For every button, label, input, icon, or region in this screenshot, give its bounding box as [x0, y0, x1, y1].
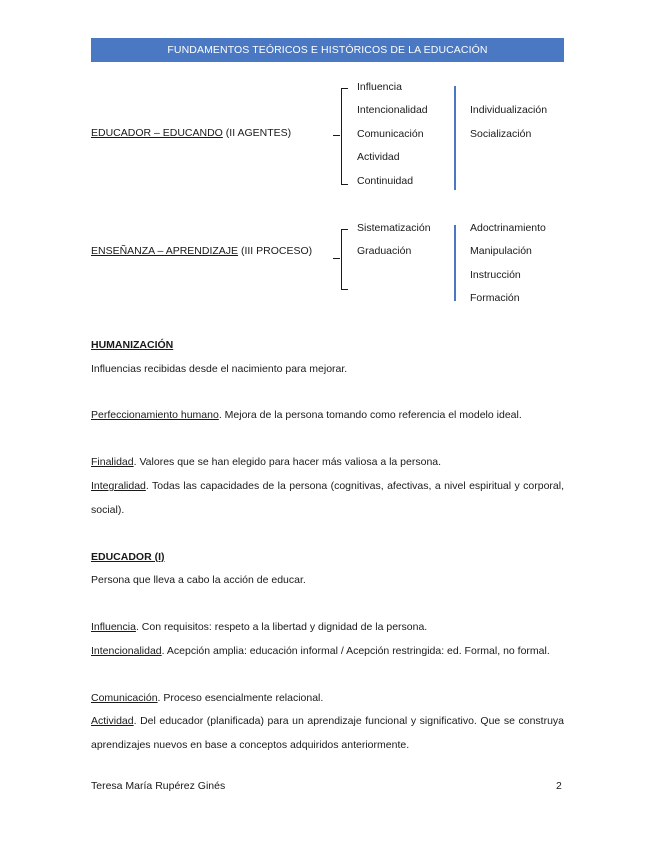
scheme2-right-item: Adoctrinamiento	[470, 222, 546, 234]
definition: . Acepción amplia: educación informal / Acepción restringida: ed. Formal, no formal.	[161, 645, 550, 657]
scheme1-right-item: Individualización	[470, 104, 548, 116]
term-finalidad: Finalidad	[91, 456, 134, 468]
scheme1-divider	[454, 86, 456, 190]
humanizacion-p2	[91, 451, 564, 475]
scheme1-label-underlined: EDUCADOR – EDUCANDO	[91, 127, 223, 139]
scheme1-item: Influencia	[357, 81, 402, 93]
scheme2-label-rest: (III PROCESO)	[238, 245, 313, 257]
educador-p1	[91, 616, 564, 640]
educador-p4	[91, 710, 564, 757]
educador-title: EDUCADOR (I)	[91, 551, 165, 563]
humanizacion-p1	[91, 404, 564, 428]
scheme1-item: Continuidad	[357, 175, 414, 187]
educador-p2	[91, 640, 564, 664]
scheme2-item: Graduación	[357, 245, 412, 257]
scheme1-item: Comunicación	[357, 128, 424, 140]
humanizacion-intro: Influencias recibidas desde el nacimiento para mejorar.	[91, 363, 348, 375]
scheme2-right-item: Manipulación	[470, 245, 532, 257]
scheme1-right-item: Socialización	[470, 128, 532, 140]
page-header: FUNDAMENTOS TEÓRICOS E HISTÓRICOS DE LA EDUCACIÓN	[91, 38, 564, 62]
term-comunicacion: Comunicación	[91, 692, 158, 704]
definition: . Con requisitos: respeto a la libertad y dignidad de la persona.	[135, 621, 428, 633]
term-integralidad: Integralidad	[91, 480, 146, 492]
scheme2-divider	[454, 225, 456, 301]
scheme2-right-item: Instrucción	[470, 269, 521, 281]
humanizacion-p3	[91, 475, 564, 522]
scheme2-label-underlined: ENSEÑANZA – APRENDIZAJE	[91, 245, 239, 257]
term-influencia: Influencia	[91, 621, 136, 633]
scheme2-right-item: Formación	[470, 292, 520, 304]
scheme2-brace	[341, 229, 348, 290]
scheme1-brace	[341, 88, 348, 185]
scheme2-label	[91, 245, 312, 257]
term-actividad: Actividad	[91, 715, 134, 727]
definition: . Proceso esencialmente relacional.	[157, 692, 324, 704]
page-number: 2	[556, 780, 562, 792]
definition: . Valores que se han elegido para hacer más valiosa a la persona.	[133, 456, 442, 468]
footer-author: Teresa María Rupérez Ginés	[91, 780, 226, 792]
definition: . Todas las capacidades de la persona (cognitivas, afectivas, a nivel espiritual y corporal, social).	[91, 480, 564, 516]
scheme1-brace-tip	[333, 135, 340, 136]
educador-p3	[91, 687, 564, 711]
scheme2-brace-tip	[333, 258, 340, 259]
scheme2-item: Sistematización	[357, 222, 431, 234]
term-intencionalidad: Intencionalidad	[91, 645, 162, 657]
scheme1-item: Actividad	[357, 151, 400, 163]
definition: . Mejora de la persona tomando como referencia el modelo ideal.	[218, 409, 522, 421]
educador-intro: Persona que lleva a cabo la acción de educar.	[91, 574, 306, 586]
humanizacion-title: HUMANIZACIÓN	[91, 339, 174, 351]
scheme1-label-rest: (II AGENTES)	[222, 127, 292, 139]
scheme1-item: Intencionalidad	[357, 104, 428, 116]
scheme1-label	[91, 127, 291, 139]
definition: . Del educador (planificada) para un aprendizaje funcional y significativo. Que se construya aprendizajes nuevos en base a conceptos adquiridos anteriormente.	[91, 715, 564, 751]
term-perfeccionamiento: Perfeccionamiento humano	[91, 409, 219, 421]
